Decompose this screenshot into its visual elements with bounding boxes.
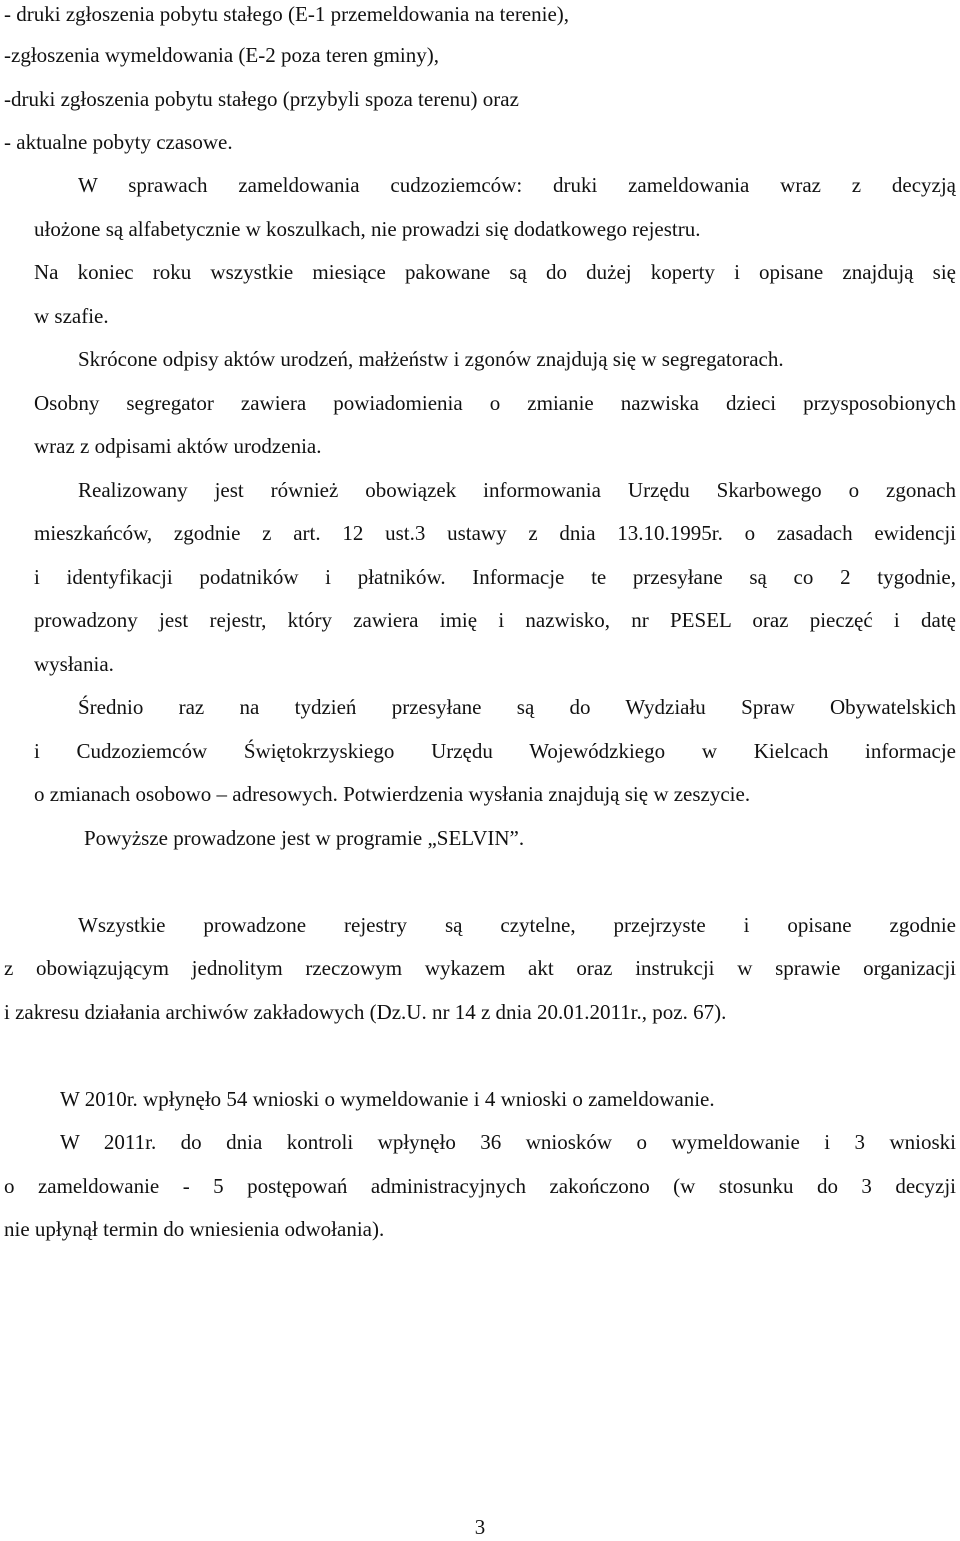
text-line: wraz z odpisami aktów urodzenia.: [34, 434, 322, 458]
text-line: Na koniec roku wszystkie miesiące pakowane są do dużej koperty i opisane znajdują się: [34, 260, 956, 284]
text-line: i Cudzoziemców Świętokrzyskiego Urzędu Wojewódzkiego w Kielcach informacje: [34, 739, 956, 763]
text-line: w szafie.: [34, 304, 109, 328]
text-line: i identyfikacji podatników i płatników. Informacje te przesyłane są co 2 tygodnie,: [34, 565, 956, 589]
text-line: W 2010r. wpłynęło 54 wnioski o wymeldowanie i 4 wnioski o zameldowanie.: [60, 1087, 715, 1111]
text-line: i zakresu działania archiwów zakładowych (Dz.U. nr 14 z dnia 20.01.2011r., poz. 67).: [4, 1000, 727, 1024]
text-line: mieszkańców, zgodnie z art. 12 ust.3 ustawy z dnia 13.10.1995r. o zasadach ewidencji: [34, 521, 956, 545]
text-line: - druki zgłoszenia pobytu stałego (E-1 przemeldowania na terenie),: [4, 2, 570, 26]
text-line: Powyższe prowadzone jest w programie „SELVIN”.: [84, 826, 525, 850]
text-line: nie upłynął termin do wniesienia odwołania).: [4, 1217, 385, 1241]
text-line: wysłania.: [34, 652, 114, 676]
text-line: -zgłoszenia wymeldowania (E-2 poza teren gminy),: [4, 43, 440, 67]
text-line: o zameldowanie - 5 postępowań administracyjnych zakończono (w stosunku do 3 decyzji: [4, 1174, 956, 1198]
text-line: - aktualne pobyty czasowe.: [4, 130, 233, 154]
text-line: o zmianach osobowo – adresowych. Potwierdzenia wysłania znajdują się w zeszycie.: [34, 782, 751, 806]
text-line: Osobny segregator zawiera powiadomienia o zmianie nazwiska dzieci przysposobionych: [34, 391, 956, 415]
text-line: Średnio raz na tydzień przesyłane są do Wydziału Spraw Obywatelskich: [78, 695, 956, 719]
text-line: z obowiązującym jednolitym rzeczowym wykazem akt oraz instrukcji w sprawie organizacji: [4, 956, 956, 980]
text-line: -druki zgłoszenia pobytu stałego (przybyli spoza terenu) oraz: [4, 87, 519, 111]
text-line: Wszystkie prowadzone rejestry są czytelne, przejrzyste i opisane zgodnie: [78, 913, 956, 937]
text-line: W sprawach zameldowania cudzoziemców: druki zameldowania wraz z decyzją: [78, 173, 956, 197]
page-number: 3: [474, 1515, 486, 1539]
text-line: Realizowany jest również obowiązek informowania Urzędu Skarbowego o zgonach: [78, 478, 956, 502]
text-line: Skrócone odpisy aktów urodzeń, małżeństw i zgonów znajdują się w segregatorach.: [78, 347, 784, 371]
text-line: prowadzony jest rejestr, który zawiera imię i nazwisko, nr PESEL oraz pieczęć i datę: [34, 608, 956, 632]
text-line: ułożone są alfabetycznie w koszulkach, nie prowadzi się dodatkowego rejestru.: [34, 217, 701, 241]
text-line: W 2011r. do dnia kontroli wpłynęło 36 wniosków o wymeldowanie i 3 wnioski: [60, 1130, 956, 1154]
